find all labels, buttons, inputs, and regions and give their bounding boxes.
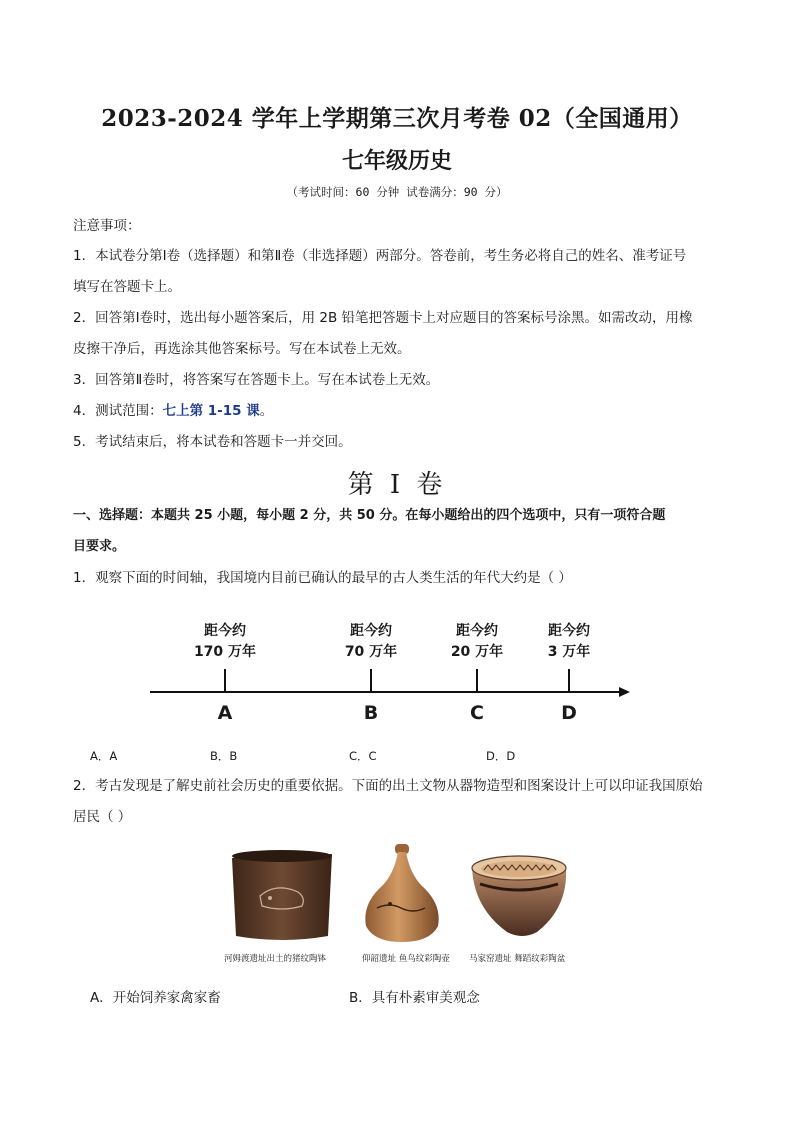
q2-stem-line-2: 居民（ ）: [73, 809, 132, 825]
note-4-prefix: 4．测试范围：: [73, 403, 163, 419]
timeline-label-b: [331, 621, 411, 663]
timeline-figure: [140, 615, 640, 740]
section-instructions-line-2: 目要求。: [73, 539, 126, 554]
exam-subject: 七年级历史: [341, 148, 452, 174]
q2-stem-line-1: 2．考古发现是了解史前社会历史的重要依据。下面的出土文物从器物造型和图案设计上可以印证我国原始: [73, 778, 703, 794]
note-1-line-2: 填写在答题卡上。: [73, 279, 181, 295]
note-3: 3．回答第Ⅱ卷时，将答案写在答题卡上。写在本试卷上无效。: [73, 372, 440, 388]
note-5: 5．考试结束后，将本试卷和答题卡一并交回。: [73, 434, 352, 450]
timeline-label-c-line-2: 20 万年: [450, 644, 504, 660]
note-2-line-1: 2．回答第Ⅰ卷时，选出每小题答案后，用 2B 铅笔把答题卡上对应题目的答案标号涂黑。如需改动，用橡: [73, 310, 693, 326]
q1-stem: 1．观察下面的时间轴，我国境内目前已确认的最早的古人类生活的年代大约是（ ）: [73, 570, 572, 586]
note-4-scope: 七上第 1-15 课: [162, 403, 260, 419]
timeline-label-d-line-1: 距今约: [548, 623, 590, 639]
q2-option-b[interactable]: B．具有朴素审美观念: [349, 990, 480, 1006]
note-2-line-2: 皮擦干净后，再选涂其他答案标号。写在本试卷上无效。: [73, 341, 411, 357]
timeline-label-b-line-1: 距今约: [350, 623, 392, 639]
note-4: [73, 401, 273, 421]
timeline-label-d: [529, 621, 609, 663]
timeline-label-a-line-1: 距今约: [204, 623, 246, 639]
caption-dancing-basin: 马家窑遗址 舞蹈纹彩陶盆: [469, 954, 566, 964]
pig-pattern-bowl-image: [232, 850, 332, 940]
section-title: 第 I 卷: [347, 470, 447, 500]
timeline-letter-b: B: [363, 702, 379, 724]
exam-title: 2023-2024 学年上学期第三次月考卷 02（全国通用）: [101, 105, 693, 132]
artifact-photos: [222, 838, 572, 968]
q1-option-c[interactable]: C．C: [349, 749, 377, 763]
caption-pig-bowl: 河姆渡遗址出土的猪纹陶钵: [224, 954, 327, 964]
timeline-label-c-line-1: 距今约: [456, 623, 498, 639]
timeline-label-c: [437, 621, 517, 663]
timeline-label-a: [185, 621, 265, 663]
artifact-illustrations: [222, 838, 572, 950]
timeline-letter-d: D: [561, 702, 577, 724]
timeline-label-a-line-2: 170 万年: [193, 644, 257, 660]
fish-bird-pot-image: [365, 844, 438, 942]
note-4-suffix: 。: [259, 403, 274, 419]
notes-heading: 注意事项：: [73, 218, 141, 234]
q1-option-d[interactable]: D．D: [486, 749, 516, 763]
q1-option-b[interactable]: B．B: [210, 749, 238, 763]
note-1-line-1: 1．本试卷分第Ⅰ卷（选择题）和第Ⅱ卷（非选择题）两部分。答卷前，考生务必将自己的姓名、准考证号: [73, 248, 687, 264]
timeline-letter-a: A: [217, 702, 233, 724]
caption-fish-bird-pot: 仰韶遗址 鱼鸟纹彩陶壶: [362, 954, 450, 964]
timeline-label-d-line-2: 3 万年: [547, 644, 591, 660]
q1-option-a[interactable]: A．A: [90, 749, 118, 763]
q2-option-a[interactable]: A．开始饲养家禽家畜: [90, 990, 221, 1006]
exam-info: （考试时间：60 分钟 试卷满分：90 分）: [286, 185, 508, 199]
dancing-pattern-basin-image: [472, 856, 566, 936]
timeline-label-b-line-2: 70 万年: [344, 644, 398, 660]
section-instructions-line-1: 一、选择题：本题共 25 小题，每小题 2 分，共 50 分。在每小题给出的四个选项中，只有一项符合题: [73, 508, 666, 523]
timeline-letter-c: C: [470, 702, 484, 724]
